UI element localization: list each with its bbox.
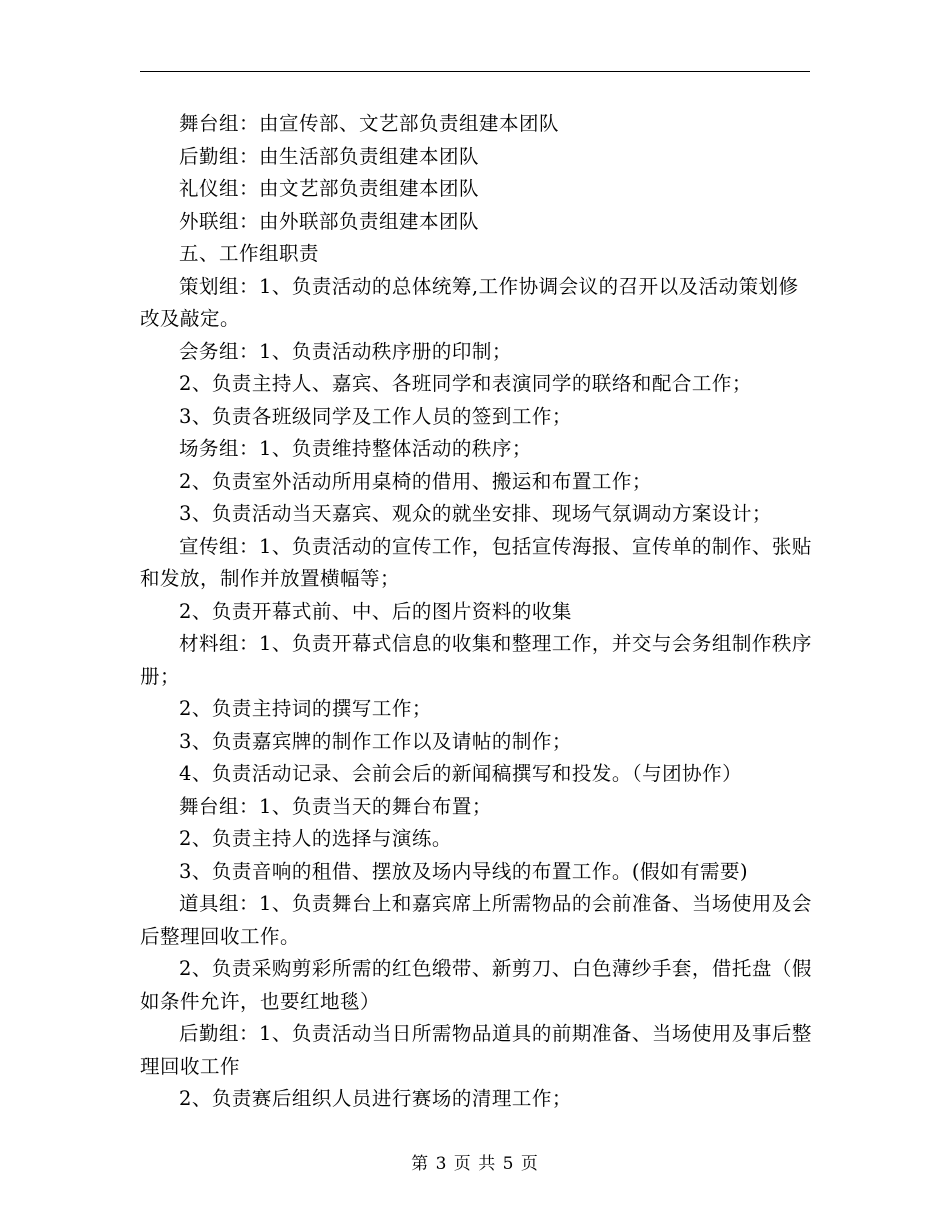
page-footer: 第 3 页 共 5 页 — [411, 1154, 539, 1174]
paragraph-venue-group-2: 2、负责室外活动所用桌椅的借用、搬运和布置工作； — [179, 469, 652, 493]
paragraph-liaison-group-team: 外联组：由外联部负责组建本团队 — [179, 209, 480, 233]
paragraph-props-group-1: 道具组：1、负责舞台上和嘉宾席上所需物品的会前准备、当场使用及会后整理回收工作。 — [140, 892, 812, 948]
paragraph-affairs-group-3: 3、负责各班级同学及工作人员的签到工作； — [179, 404, 572, 428]
header-rule — [140, 71, 810, 72]
paragraph-stage-group-2: 2、负责主持人的选择与演练。 — [179, 827, 452, 850]
paragraph-venue-group-3: 3、负责活动当天嘉宾、观众的就坐安排、现场气氛调动方案设计； — [179, 502, 772, 525]
paragraph-materials-group-3: 3、负责嘉宾牌的制作工作以及请帖的制作； — [179, 729, 572, 753]
paragraph-publicity-group-2: 2、负责开幕式前、中、后的图片资料的收集 — [179, 599, 572, 623]
document-body — [140, 108, 812, 1116]
paragraph-stage-group-3: 3、负责音响的租借、摆放及场内导线的布置工作。(假如有需要) — [179, 859, 749, 883]
paragraph-logistics-group-2: 2、负责赛后组织人员进行赛场的清理工作； — [179, 1087, 572, 1110]
paragraph-props-group-2: 2、负责采购剪彩所需的红色缎带、新剪刀、白色薄纱手套，借托盘（假如条件允许，也要红地毯） — [140, 957, 812, 1013]
paragraph-venue-group-1: 场务组：1、负责维持整体活动的秩序； — [179, 437, 532, 460]
paragraph-materials-group-1: 材料组：1、负责开幕式信息的收集和整理工作，并交与会务组制作秩序册； — [140, 632, 812, 688]
paragraph-stage-group-team: 舞台组：由宣传部、文艺部负责组建本团队 — [179, 112, 560, 135]
paragraph-publicity-group-1: 宣传组：1、负责活动的宣传工作，包括宣传海报、宣传单的制作、张贴和发放，制作并放置横幅等； — [140, 534, 812, 590]
section-heading-duties: 五、工作组职责 — [179, 242, 320, 265]
paragraph-materials-group-4: 4、负责活动记录、会前会后的新闻稿撰写和投发。（与团协作） — [179, 762, 743, 785]
paragraph-planning-group: 策划组：1、负责活动的总体统筹,工作协调会议的召开以及活动策划修改及敲定。 — [140, 274, 799, 330]
paragraph-etiquette-group-team: 礼仪组：由文艺部负责组建本团队 — [179, 177, 480, 200]
paragraph-logistics-group-1: 后勤组：1、负责活动当日所需物品道具的前期准备、当场使用及事后整理回收工作 — [140, 1022, 812, 1078]
paragraph-affairs-group-1: 会务组：1、负责活动秩序册的印制； — [179, 339, 512, 363]
paragraph-materials-group-2: 2、负责主持词的撰写工作； — [179, 697, 432, 720]
paragraph-logistics-group-team: 后勤组：由生活部负责组建本团队 — [179, 144, 480, 168]
paragraph-stage-group-1: 舞台组：1、负责当天的舞台布置； — [179, 794, 492, 818]
paragraph-affairs-group-2: 2、负责主持人、嘉宾、各班同学和表演同学的联络和配合工作； — [179, 372, 752, 395]
